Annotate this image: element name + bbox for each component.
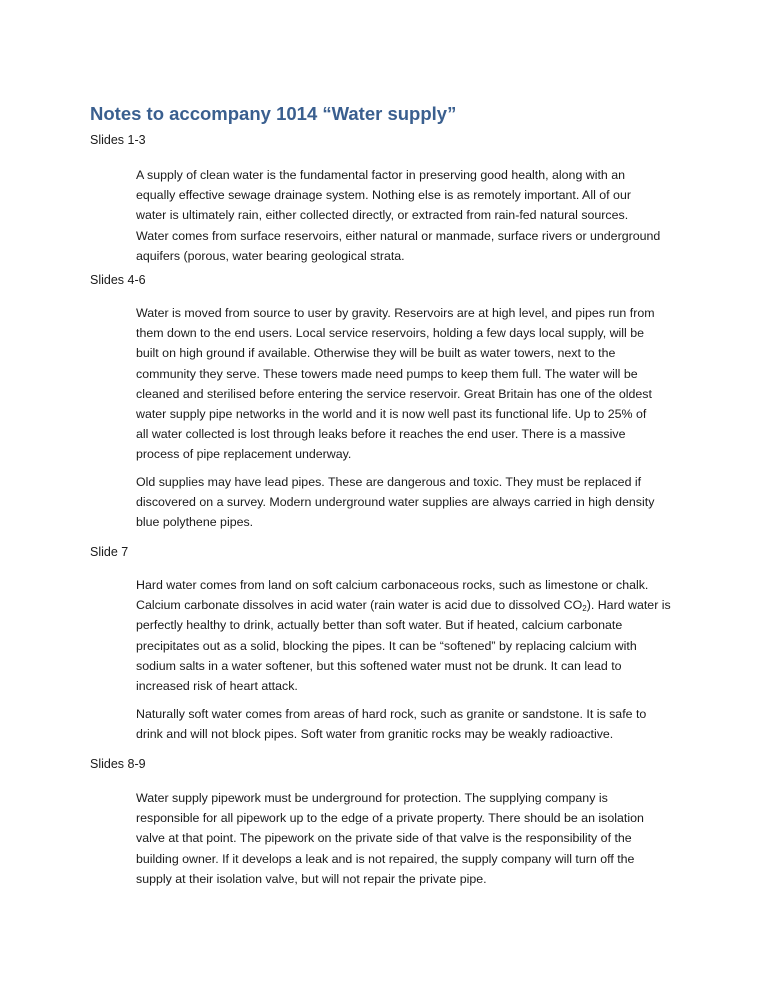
paragraph-slides-4-6-a bbox=[136, 303, 681, 465]
text-line-co2: Calcium carbonate dissolves in acid water (rain water is acid due to dissolved $CO_2$). Hard water is bbox=[136, 598, 671, 614]
paragraph-slides-4-6-b bbox=[136, 472, 681, 533]
text-line: drink and will not block pipes. Soft water from granitic rocks may be weakly radioactive. bbox=[136, 727, 614, 742]
text-line: perfectly healthy to drink, actually better than soft water. But if heated, calcium carbonate bbox=[136, 618, 623, 633]
text-line: A supply of clean water is the fundamental factor in preserving good health, along with an bbox=[136, 168, 626, 182]
paragraph-slide-7-a bbox=[136, 575, 681, 696]
text-line: water supply pipe networks in the world and it is now well past its functional life. Up to 25% of bbox=[136, 407, 647, 422]
text-line: them down to the end users. Local service reservoirs, holding a few days local supply, will be bbox=[136, 326, 645, 341]
text-line: discovered on a survey. Modern underground water supplies are always carried in high density bbox=[136, 495, 655, 510]
paragraph-slide-7-b bbox=[136, 704, 681, 744]
text-line: equally effective sewage drainage system. Nothing else is as remotely important. All of our bbox=[136, 188, 631, 203]
section-label-slide-7: Slide 7 bbox=[90, 545, 129, 559]
text-line: responsible for all pipework up to the edge of a private property. There should be an isolation bbox=[136, 811, 644, 826]
section-label-slides-8-9: Slides 8-9 bbox=[90, 757, 146, 771]
text-line: cleaned and sterilised before entering the service reservoir. Great Britain has one of the oldest bbox=[136, 386, 652, 401]
text-line: all water collected is lost through leaks before it reaches the end user. There is a massive bbox=[136, 427, 626, 442]
text-line: community they serve. These towers made need pumps to keep them full. The water will be bbox=[136, 366, 638, 381]
text-line: increased risk of heart attack. bbox=[136, 679, 298, 694]
text-line: built on high ground if available. Otherwise they will be built as water towers, next to the bbox=[136, 346, 616, 361]
subscript-2: 2 bbox=[582, 604, 587, 614]
text-line: blue polythene pipes. bbox=[136, 515, 254, 530]
text-line: Naturally soft water comes from areas of hard rock, such as granite or sandstone. It is safe to bbox=[136, 707, 647, 721]
text-line: supply at their isolation valve, but will not repair the private pipe. bbox=[136, 871, 487, 886]
text-line: water is ultimately rain, either collected directly, or extracted from rain-fed natural sources. bbox=[136, 208, 629, 223]
paragraph-slides-8-9 bbox=[136, 788, 681, 889]
text-line: Water comes from surface reservoirs, either natural or manmade, surface rivers or underground bbox=[136, 228, 661, 243]
text-line: sodium salts in a water softener, but this softened water must not be drunk. It can lead to bbox=[136, 658, 622, 673]
text-line: Hard water comes from land on soft calcium carbonaceous rocks, such as limestone or chalk. bbox=[136, 578, 649, 592]
text-line: process of pipe replacement underway. bbox=[136, 447, 352, 462]
text-line: aquifers (porous, water bearing geological strata. bbox=[136, 248, 405, 263]
text-line: valve at that point. The pipework on the private side of that valve is the responsibility of the bbox=[136, 831, 632, 846]
section-label-slides-1-3: Slides 1-3 bbox=[90, 133, 146, 147]
paragraph-slides-1-3 bbox=[136, 165, 681, 266]
section-label-slides-4-6: Slides 4-6 bbox=[90, 273, 146, 287]
document-title: Notes to accompany 1014 “Water supply” bbox=[90, 103, 457, 124]
text-line: Old supplies may have lead pipes. These are dangerous and toxic. They must be replaced if bbox=[136, 475, 642, 489]
text-line: building owner. If it develops a leak and is not repaired, the supply company will turn off the bbox=[136, 851, 635, 866]
text-line: Water is moved from source to user by gravity. Reservoirs are at high level, and pipes run from bbox=[136, 306, 655, 320]
text-line: Water supply pipework must be underground for protection. The supplying company is bbox=[136, 791, 608, 805]
text-line: precipitates out as a solid, blocking the pipes. It can be “softened” by replacing calcium with bbox=[136, 638, 637, 653]
